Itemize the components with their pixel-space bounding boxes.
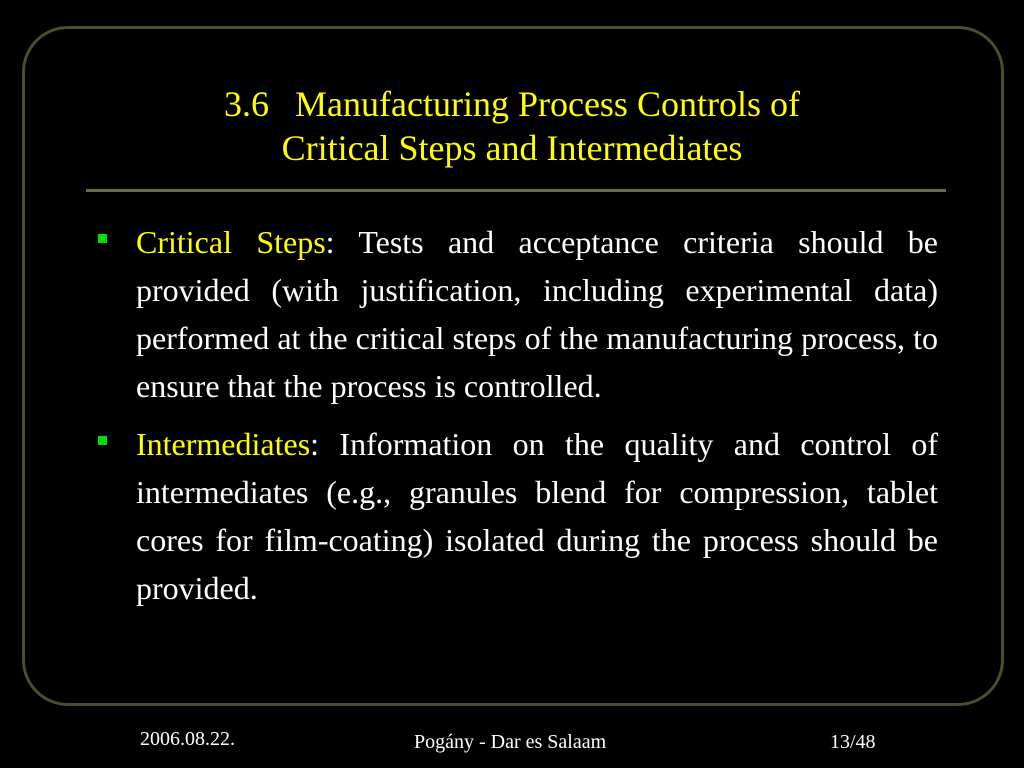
footer-date: 2006.08.22. — [140, 728, 235, 750]
bullet-square-icon — [98, 436, 107, 445]
bullet-item — [98, 218, 938, 410]
slide-body — [98, 218, 938, 622]
slide-title — [60, 82, 964, 170]
footer-presenter: Pogány - Dar es Salaam — [414, 731, 607, 753]
bullet-square-icon — [98, 234, 107, 243]
bullet-text — [136, 218, 938, 410]
bullet-text — [136, 420, 938, 612]
title-divider — [86, 189, 946, 192]
title-line-2: Critical Steps and Intermediates — [281, 128, 743, 168]
bullet-item — [98, 420, 938, 612]
title-number: 3.6 — [224, 84, 270, 124]
bullet-term: Intermediates — [136, 426, 311, 462]
bullet-description: : Information on the quality and control of intermediates (e.g., granules blend for compression, tablet cores for film-coating) isolated during the process should be provided. — [136, 426, 938, 606]
bullet-description: : Tests and acceptance criteria should be provided (with justification, including experimental data) performed at the critical steps of the manufacturing process, to ensure that the process is controlled. — [136, 224, 938, 404]
bullet-term: Critical Steps — [136, 224, 326, 260]
footer-page-number: 13/48 — [830, 731, 876, 753]
title-line-1 — [60, 82, 964, 126]
title-text-line-1: Manufacturing Process Controls of — [295, 84, 800, 124]
